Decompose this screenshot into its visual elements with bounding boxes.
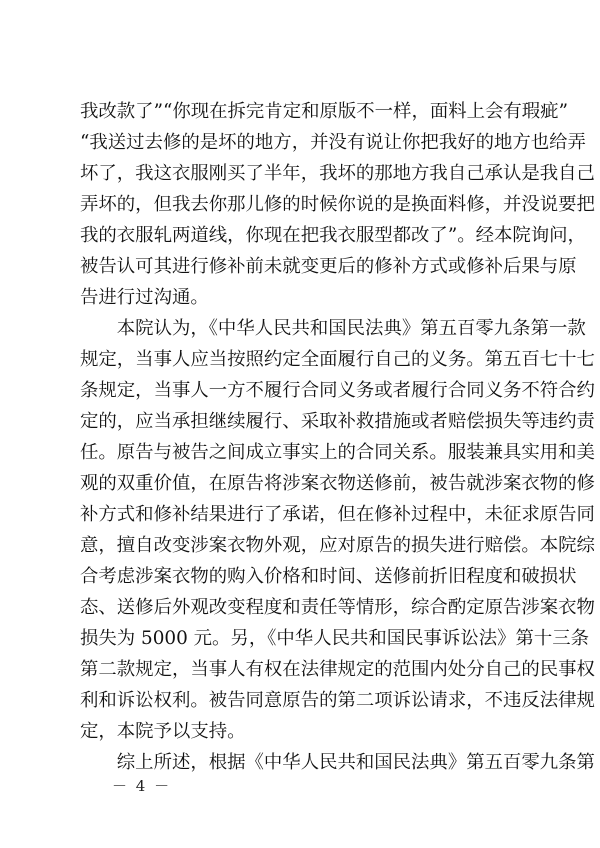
text-line: 综上所述，根据《中华人民共和国民法典》第五百零九条第 — [80, 752, 595, 773]
text-line: 利和诉讼权利。被告同意原告的第二项诉讼请求，不违反法律规 — [80, 690, 595, 711]
text-line: 定的，应当承担继续履行、采取补救措施或者赔偿损失等违约责 — [80, 411, 595, 432]
text-line: 合考虑涉案衣物的购入价格和时间、送修前折旧程度和破损状 — [80, 566, 577, 587]
text-line: 被告认可其进行修补前未就变更后的修补方式或修补后果与原 — [80, 256, 577, 277]
text-line: 弄坏的，但我去你那儿修的时候你说的是换面料修，并没说要把 — [80, 194, 595, 215]
text-line: 观的双重价值，在原告将涉案衣物送修前，被告就涉案衣物的修 — [80, 473, 595, 494]
text-line: 任。原告与被告之间成立事实上的合同关系。服装兼具实用和美 — [80, 442, 595, 463]
page-number: － 4 － — [112, 777, 172, 795]
text-line: 坏了，我这衣服刚买了半年，我坏的那地方我自己承认是我自己 — [80, 163, 595, 184]
text-line: 态、送修后外观改变程度和责任等情形，综合酌定原告涉案衣物 — [80, 597, 595, 618]
text-line: 定，本院予以支持。 — [80, 721, 246, 742]
text-line: 条规定，当事人一方不履行合同义务或者履行合同义务不符合约 — [80, 380, 595, 401]
text-line: 告进行过沟通。 — [80, 287, 209, 308]
text-line: 意，擅自改变涉案衣物外观，应对原告的损失进行赔偿。本院综 — [80, 535, 595, 556]
text-line: 本院认为，《中华人民共和国民法典》第五百零九条第一款 — [80, 318, 586, 339]
text-line: 补方式和修补结果进行了承诺，但在修补过程中，未征求原告同 — [80, 504, 595, 525]
text-line: 规定，当事人应当按照约定全面履行自己的义务。第五百七十七 — [80, 349, 595, 370]
text-line: 第二款规定，当事人有权在法律规定的范围内处分自己的民事权 — [80, 659, 595, 680]
body-text — [80, 96, 595, 778]
text-line: 损失为 5000 元。另，《中华人民共和国民事诉讼法》第十三条 — [80, 628, 590, 649]
text-line: 我的衣服轧两道线，你现在把我衣服型都改了”。经本院询问， — [80, 225, 586, 246]
text-line: 我改款了”“你现在拆完肯定和原版不一样，面料上会有瑕疵” — [80, 101, 568, 122]
text-line: “我送过去修的是坏的地方，并没有说让你把我好的地方也给弄 — [80, 132, 586, 153]
